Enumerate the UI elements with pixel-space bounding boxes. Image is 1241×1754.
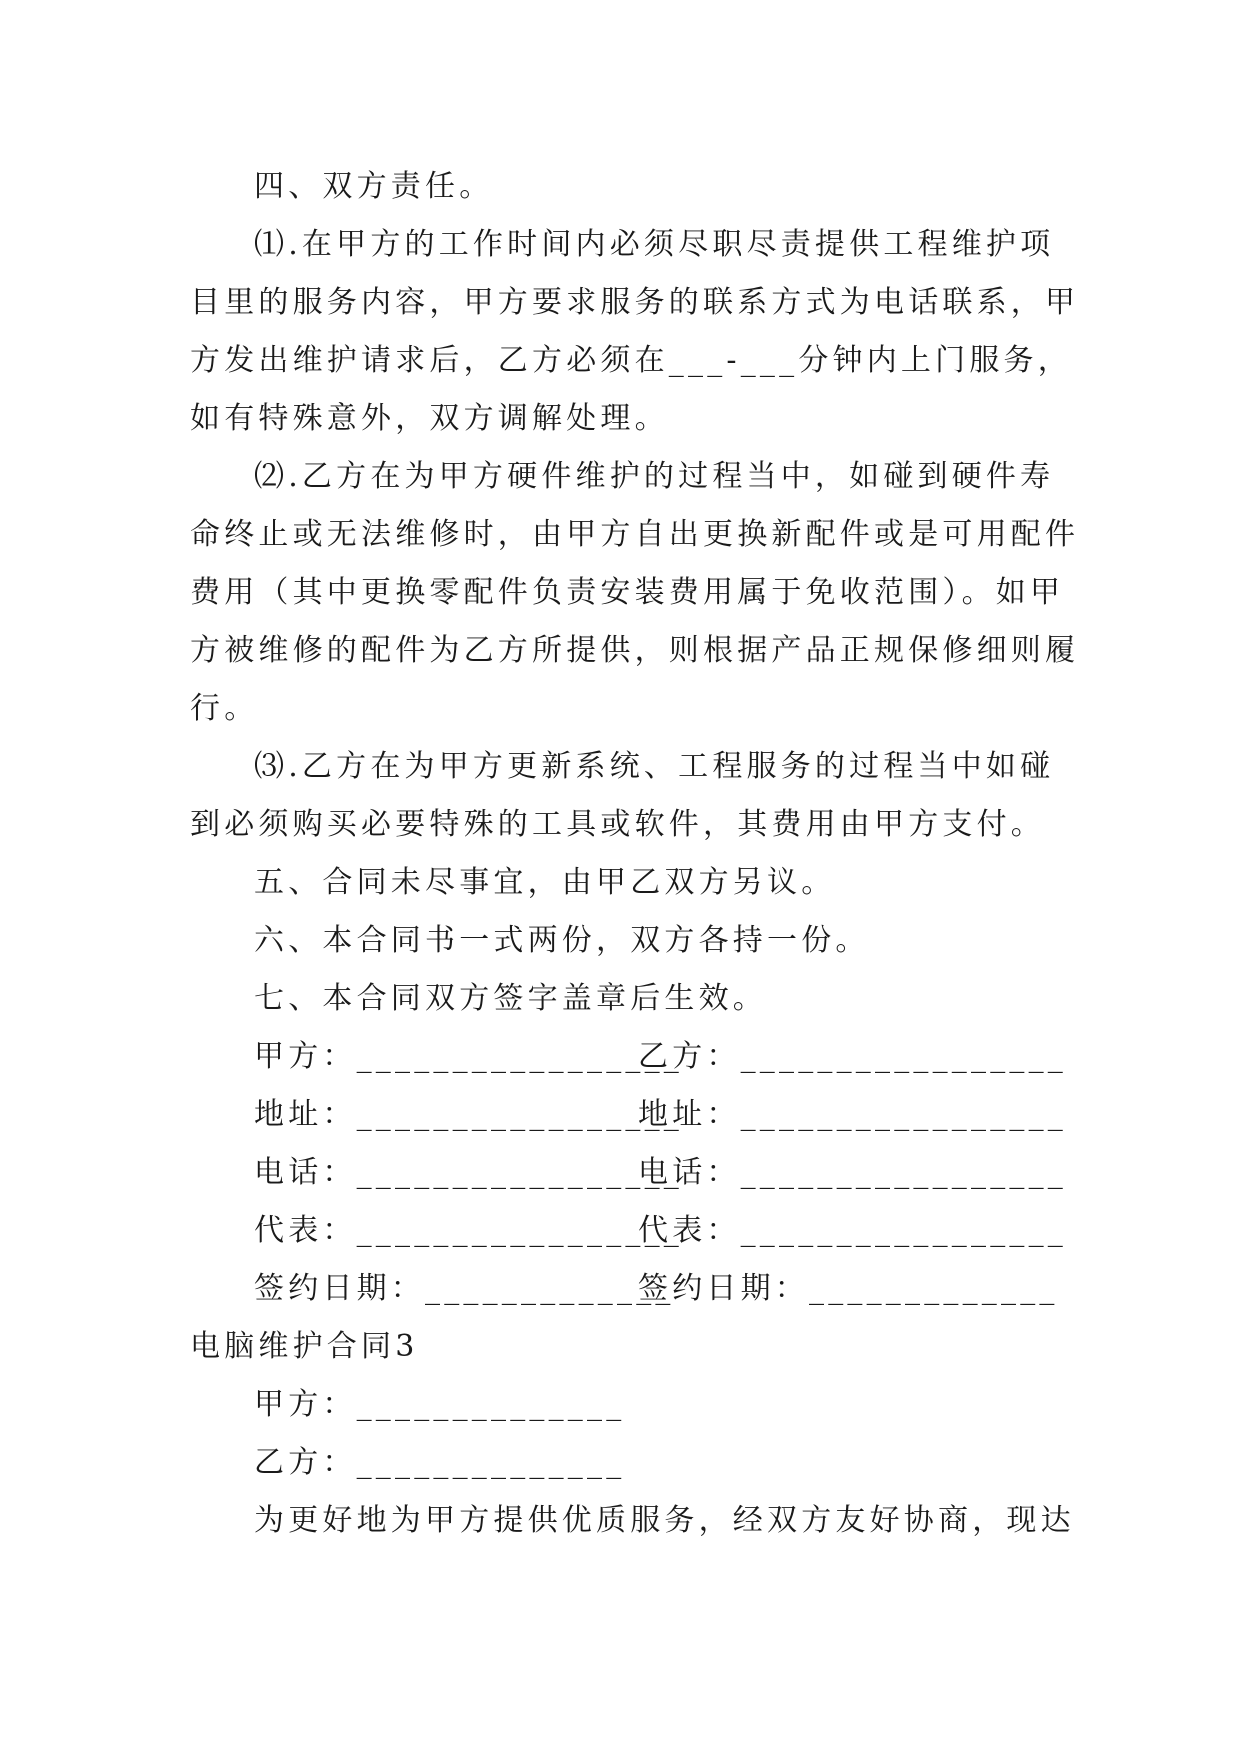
clause-line: 费用（其中更换零配件负责安装费用属于免收范围）。如甲 [190, 575, 1065, 610]
party-a-address: 地址：_________________ [254, 1097, 683, 1132]
signature-row-representative [190, 1202, 1067, 1260]
party-b-address: 地址：_________________ [638, 1097, 1067, 1132]
party-a-signature: 甲方：_________________ [254, 1039, 683, 1074]
clause-line: ⑴.在甲方的工作时间内必须尽职尽责提供工程维护项 [254, 227, 1055, 262]
clause-line: ⑵.乙方在为甲方硬件维护的过程当中，如碰到硬件寿 [254, 459, 1055, 494]
party-a-line: 甲方：______________ [254, 1387, 626, 1422]
party-a-phone: 电话：_________________ [254, 1155, 683, 1190]
contract-title: 电脑维护合同3 [190, 1329, 419, 1364]
clause-5: 五、合同未尽事宜，由甲乙双方另议。 [254, 865, 836, 900]
clause-7: 七、本合同双方签字盖章后生效。 [254, 981, 767, 1016]
clause-line: 行。 [190, 691, 259, 726]
signature-row-date [190, 1260, 1059, 1318]
clause-line: 方被维修的配件为乙方所提供，则根据产品正规保修细则履 [190, 633, 1080, 668]
party-b-representative: 代表：_________________ [638, 1213, 1067, 1248]
clause-line: 命终止或无法维修时，由甲方自出更换新配件或是可用配件 [190, 517, 1080, 552]
contract-body [190, 158, 1080, 1550]
clause-line: 如有特殊意外，双方调解处理。 [190, 401, 669, 436]
party-b-phone: 电话：_________________ [638, 1155, 1067, 1190]
contract-intro: 为更好地为甲方提供优质服务，经双方友好协商，现达 [254, 1503, 1075, 1538]
clause-6: 六、本合同书一式两份，双方各持一份。 [254, 923, 870, 958]
party-b-line: 乙方：______________ [254, 1445, 626, 1480]
party-b-sign-date: 签约日期：_____________ [638, 1271, 1059, 1306]
section-heading: 四、双方责任。 [254, 169, 494, 204]
signature-row-address [190, 1086, 1067, 1144]
clause-line: 方发出维护请求后，乙方必须在___-___分钟内上门服务， [190, 343, 1072, 378]
clause-line: 到必须购买必要特殊的工具或软件，其费用由甲方支付。 [190, 807, 1045, 842]
party-b-signature: 乙方：_________________ [638, 1039, 1067, 1074]
party-a-sign-date: 签约日期：_____________ [254, 1271, 675, 1306]
signature-row-phone [190, 1144, 1067, 1202]
clause-line: ⑶.乙方在为甲方更新系统、工程服务的过程当中如碰 [254, 749, 1055, 784]
clause-line: 目里的服务内容，甲方要求服务的联系方式为电话联系，甲 [190, 285, 1080, 320]
signature-row-party [190, 1028, 1067, 1086]
party-a-representative: 代表：_________________ [254, 1213, 683, 1248]
